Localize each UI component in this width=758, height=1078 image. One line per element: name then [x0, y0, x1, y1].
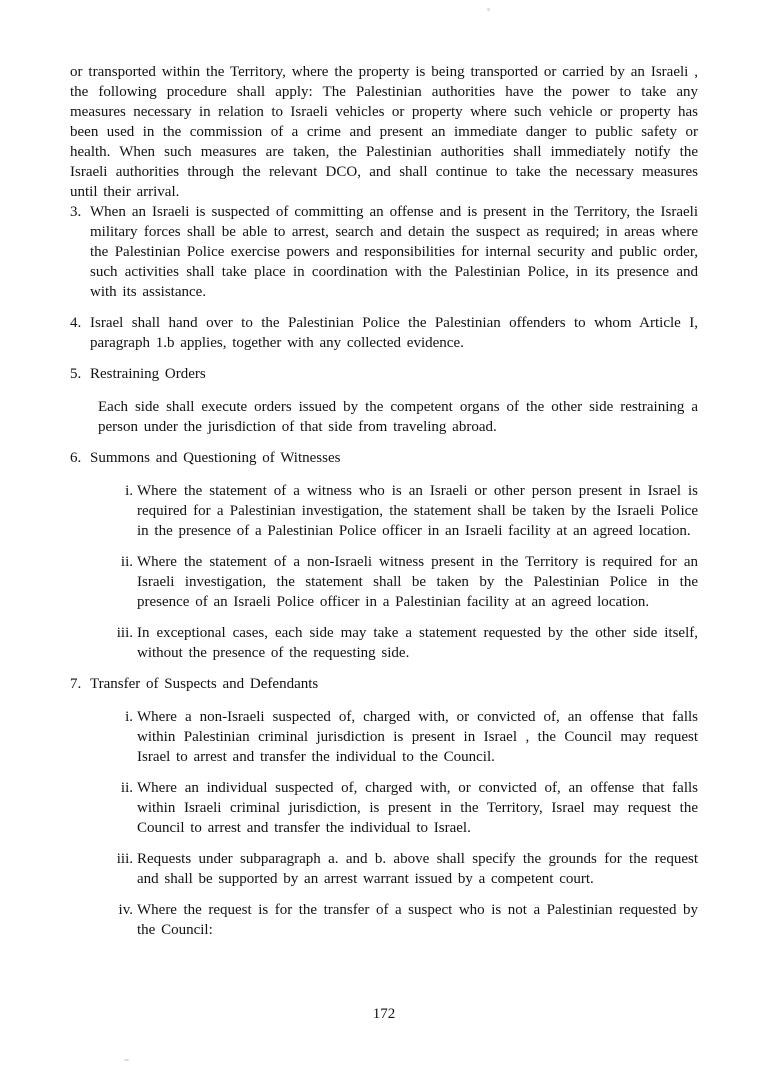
item-4-text: Israel shall hand over to the Palestinian Police the Palestinian offenders to whom Article I, paragraph 1.b applies, together with any collected evidence.: [90, 315, 698, 351]
item-5-title: Restraining Orders: [90, 366, 206, 382]
item-5-body: Each side shall execute orders issued by the competent organs of the other side restraining a person under the jurisdiction of that side from traveling abroad.: [98, 399, 698, 435]
item-4-marker: 4.: [70, 315, 82, 331]
item-6-sub-iii: [115, 623, 698, 663]
item-6-title: Summons and Questioning of Witnesses: [90, 450, 341, 466]
item-3-marker: 3.: [70, 204, 82, 220]
item-7-sub-i: [115, 707, 698, 767]
item-7-sub-i-marker: i.: [125, 709, 133, 725]
item-7-sub-ii: [115, 778, 698, 838]
item-6-sub-ii-marker: ii.: [120, 554, 133, 570]
item-5-marker: 5.: [70, 366, 82, 382]
item-6-sub-ii: [115, 552, 698, 612]
item-7-sub-ii-text: Where an individual suspected of, charged with, or convicted of, an offense that falls within Israeli criminal jurisdiction, is present in the Territory, Israel may request the Council to arrest and transfer the individual to Israel.: [137, 780, 698, 836]
continuation-paragraph: or transported within the Territory, where the property is being transported or carried by an Israeli , the following procedure shall apply: The Palestinian authorities have the power to take any measures necessary in relation to Israeli vehicles or property where such vehicle or property has been used in the commission of a crime and present an immediate danger to public safety or health. When such measures are taken, the Palestinian authorities shall immediately notify the Israeli authorities through the relevant DCO, and shall continue to take the necessary measures until their arrival.: [70, 64, 698, 200]
document-content: [70, 62, 698, 951]
item-6-sub-i-marker: i.: [125, 483, 133, 499]
item-7-sub-iv-text: Where the request is for the transfer of a suspect who is not a Palestinian requested by the Council:: [137, 902, 698, 938]
item-7-sub-ii-marker: ii.: [120, 780, 133, 796]
item-6: [70, 448, 698, 663]
item-7-sub-iii-marker: iii.: [116, 851, 133, 867]
item-7-sub-iii-text: Requests under subparagraph a. and b. above shall specify the grounds for the request and shall be supported by an arrest warrant issued by a competent court.: [137, 851, 698, 887]
item-6-sub-iii-text: In exceptional cases, each side may take a statement requested by the other side itself, without the presence of the requesting side.: [137, 625, 698, 661]
item-7-title: Transfer of Suspects and Defendants: [90, 676, 319, 692]
item-7: [70, 674, 698, 940]
item-3: [70, 202, 698, 302]
item-6-marker: 6.: [70, 450, 82, 466]
item-7-sub-iii: [115, 849, 698, 889]
item-6-sub-iii-marker: iii.: [116, 625, 133, 641]
item-3-text: When an Israeli is suspected of committing an offense and is present in the Territory, the Israeli military forces shall be able to arrest, search and detain the suspect as required; in areas where the Palestinian Police exercise powers and responsibilities for internal security and public order, such activities shall take place in coordination with the Palestinian Police, in its presence and with its assistance.: [90, 204, 698, 300]
item-4: [70, 313, 698, 353]
item-7-sub-i-text: Where a non-Israeli suspected of, charged with, or convicted of, an offense that falls within Palestinian criminal jurisdiction is present in Israel , the Council may request Israel to arrest and transfer the individual to the Council.: [137, 709, 698, 765]
item-7-sub-iv: [115, 900, 698, 940]
page-number: 172: [372, 1006, 396, 1022]
item-5: [70, 364, 698, 437]
scan-artifact-bottom: [124, 1059, 129, 1061]
item-6-sub-i-text: Where the statement of a witness who is an Israeli or other person present in Israel is required for a Palestinian investigation, the statement shall be taken by the Israeli Police in the presence of a Palestinian Police officer in an Israeli facility at an agreed location.: [137, 483, 698, 539]
item-7-sub-iv-marker: iv.: [118, 902, 133, 918]
item-7-marker: 7.: [70, 676, 82, 692]
item-6-sub-ii-text: Where the statement of a non-Israeli witness present in the Territory is required for an Israeli investigation, the statement shall be taken by the Palestinian Police in the presence of an Israeli Police officer in a Palestinian facility at an agreed location.: [137, 554, 698, 610]
item-6-sub-i: [115, 481, 698, 541]
scan-artifact-top: [487, 8, 490, 11]
